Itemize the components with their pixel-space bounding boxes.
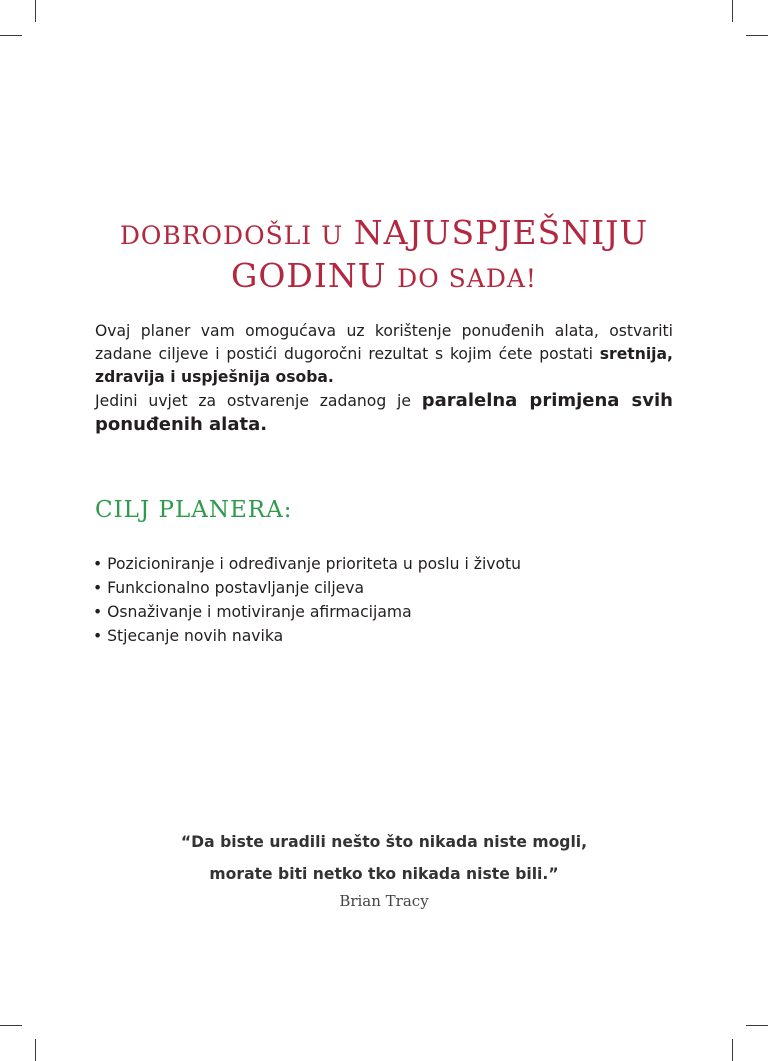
title-line-2 bbox=[60, 256, 708, 299]
title-welcome: DOBRODOŠLI U bbox=[119, 221, 344, 251]
goals-list bbox=[93, 552, 521, 648]
goal-item: • Osnaživanje i motiviranje afirmacijama bbox=[93, 600, 521, 624]
quote-block bbox=[140, 826, 628, 890]
crop-mark-bottom-left bbox=[35, 1039, 36, 1061]
crop-mark-top-left bbox=[35, 0, 36, 22]
goal-item: • Funkcionalno postavljanje ciljeva bbox=[93, 576, 521, 600]
goals-heading: CILJ PLANERA: bbox=[95, 497, 293, 523]
quote-author: Brian Tracy bbox=[339, 892, 429, 910]
title-line-1 bbox=[60, 213, 708, 256]
quote-line-2: morate biti netko tko nikada niste bili.” bbox=[209, 865, 559, 883]
goal-item: • Pozicioniranje i određivanje prioriteta u poslu i životu bbox=[93, 552, 521, 576]
crop-mark-top-left-horizontal bbox=[0, 35, 22, 36]
title-so-far: DO SADA! bbox=[397, 264, 537, 294]
intro-bold-1: sretnija, zdravija i uspješnija osoba. bbox=[95, 345, 673, 386]
intro-paragraph-2 bbox=[95, 389, 673, 437]
goal-item: • Stjecanje novih navika bbox=[93, 624, 521, 648]
quote-line-1: “Da biste uradili nešto što nikada niste mogli, bbox=[180, 833, 588, 851]
page-title bbox=[60, 213, 708, 299]
crop-mark-bottom-right-horizontal bbox=[746, 1025, 768, 1026]
intro-text-2: Jedini uvjet za ostvarenje zadanog je bbox=[95, 392, 411, 410]
crop-mark-top-right-horizontal bbox=[746, 35, 768, 36]
intro-section bbox=[95, 320, 673, 437]
intro-paragraph-1 bbox=[95, 320, 673, 389]
crop-mark-bottom-right bbox=[732, 1039, 733, 1061]
title-year: GODINU bbox=[231, 256, 387, 296]
crop-mark-bottom-left-horizontal bbox=[0, 1025, 22, 1026]
crop-mark-top-right bbox=[732, 0, 733, 22]
intro-bold-2: paralelna primjena svih ponuđenih alata. bbox=[95, 390, 673, 435]
intro-text-1: Ovaj planer vam omogućava uz korištenje ponuđenih alata, ostvariti zadane ciljeve i postići dugoročni rezultat s kojim ćete postati bbox=[95, 322, 673, 363]
title-most-successful: NAJUSPJEŠNIJU bbox=[353, 213, 649, 253]
